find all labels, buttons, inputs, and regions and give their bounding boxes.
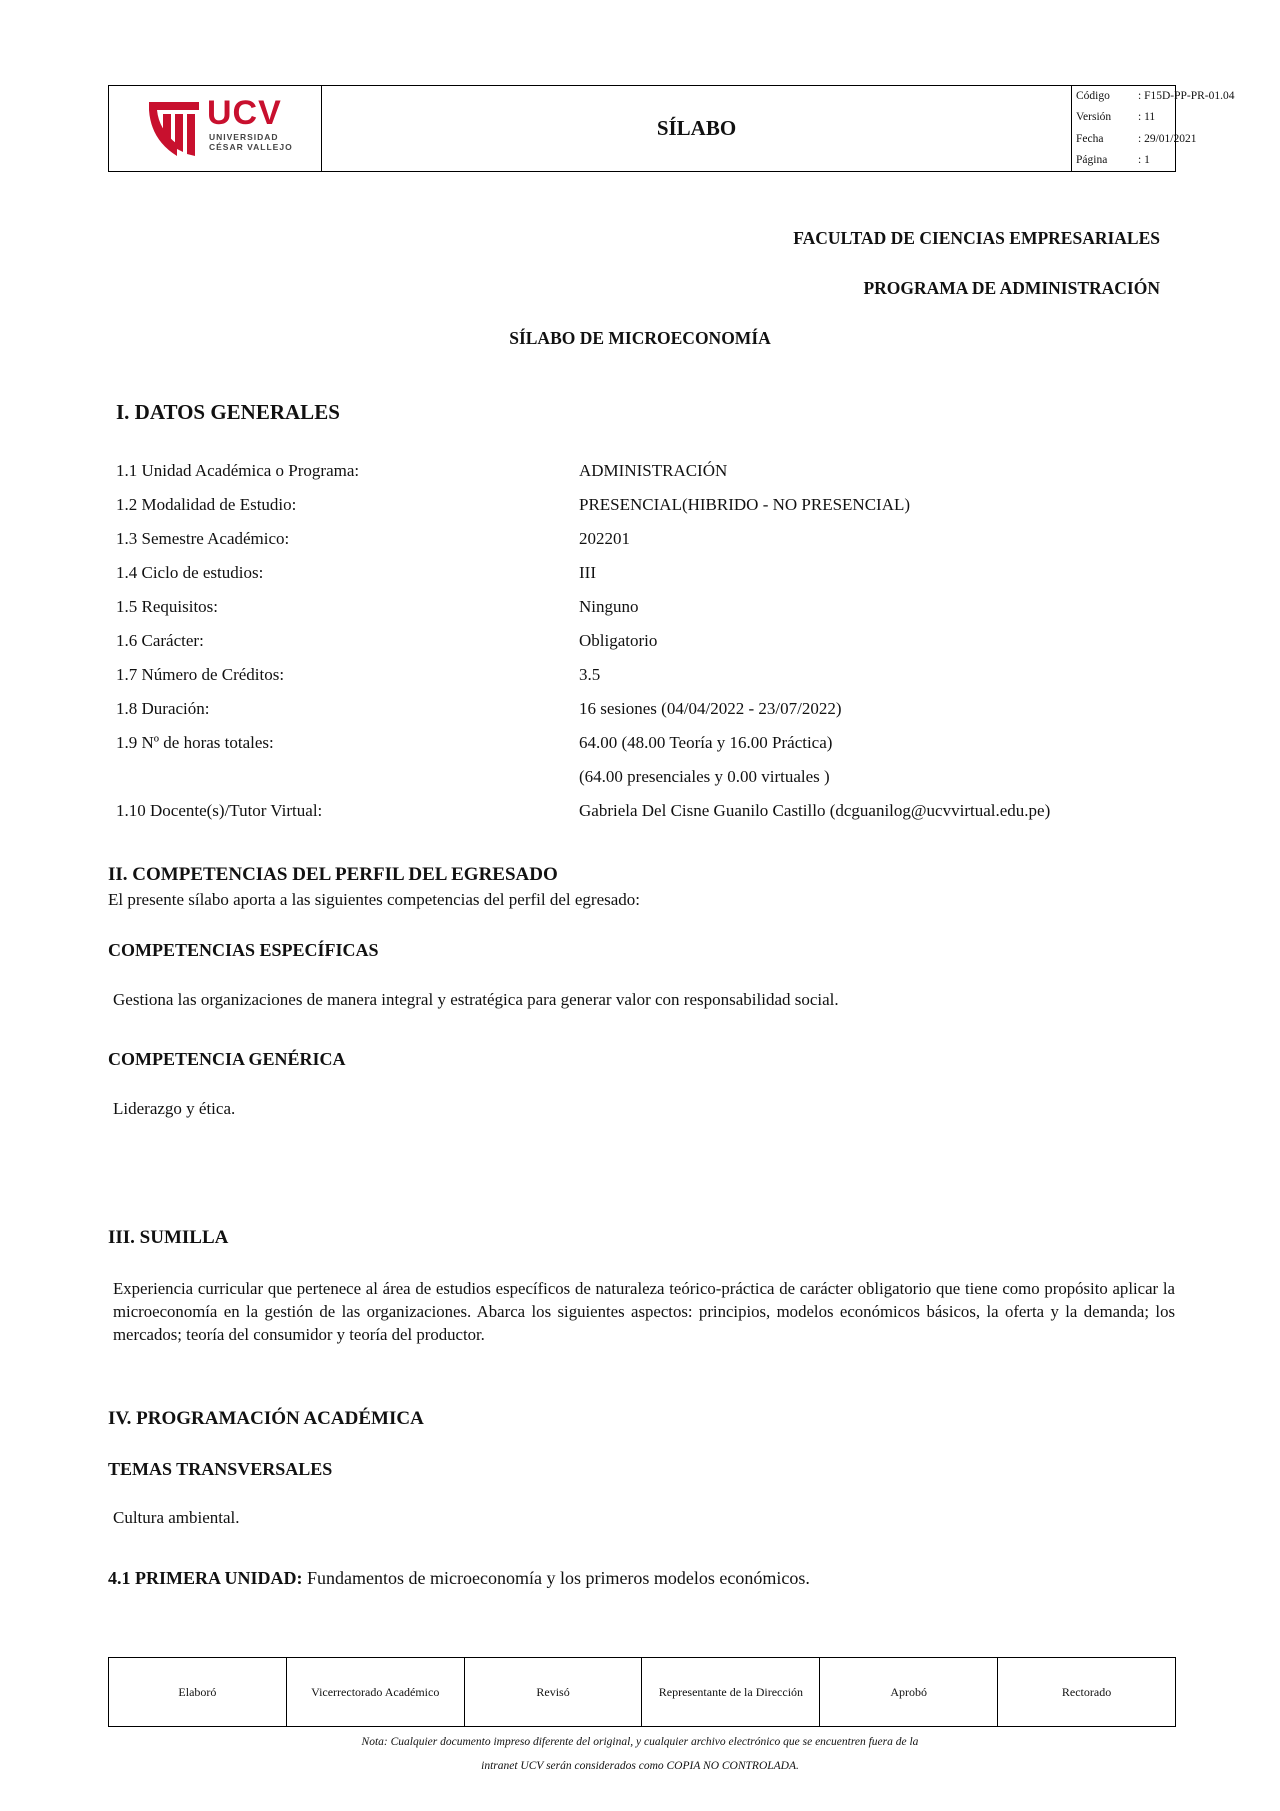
section-heading: II. COMPETENCIAS DEL PERFIL DEL EGRESADO bbox=[108, 864, 558, 885]
general-data-row: 1.7 Número de Créditos: 3.5 bbox=[116, 665, 601, 684]
logo-subtitle: UNIVERSIDAD CÉSAR VALLEJO bbox=[209, 132, 293, 152]
generic-competency: Liderazgo y ética. bbox=[113, 1099, 236, 1118]
logo-cell bbox=[109, 86, 322, 171]
footer-note: intranet UCV serán considerados como COPIA NO CONTROLADA. bbox=[481, 1760, 799, 1772]
signature-cell: Vicerrectorado Académico bbox=[287, 1658, 465, 1726]
signature-cell: Elaboró bbox=[109, 1658, 287, 1726]
general-data-row: 1.6 Carácter: Obligatorio bbox=[116, 631, 658, 650]
header-title: SÍLABO bbox=[322, 86, 1072, 171]
document-meta bbox=[1072, 86, 1235, 171]
footer-note: Nota: Cualquier documento impreso diferente del original, y cualquier archivo electrónico que se encuentren fuera de la bbox=[361, 1736, 919, 1748]
general-data-row: 1.3 Semestre Académico: 202201 bbox=[116, 529, 630, 548]
ucv-logo-icon bbox=[147, 100, 201, 158]
document-header bbox=[108, 85, 1235, 172]
general-data-row: 1.4 Ciclo de estudios: III bbox=[116, 563, 596, 582]
meta-row: Fecha : 29/01/2021 bbox=[1076, 133, 1197, 145]
signature-cell: Rectorado bbox=[1061, 1684, 1112, 1699]
section-heading: IV. PROGRAMACIÓN ACADÉMICA bbox=[108, 1408, 424, 1429]
unit-line: 4.1 PRIMERA UNIDAD: Fundamentos de microeconomía y los primeros modelos económicos. bbox=[108, 1568, 810, 1588]
signature-cell: Aprobó bbox=[820, 1658, 998, 1726]
general-data-row: 1.9 Nº de horas totales: 64.00 (48.00 Teoría y 16.00 Práctica) bbox=[116, 733, 833, 752]
general-data-row: 1.8 Duración: 16 sesiones (04/04/2022 - 23/07/2022) bbox=[116, 699, 842, 718]
meta-row: Versión : 11 bbox=[1076, 111, 1156, 123]
meta-row: Página : 1 bbox=[1076, 154, 1150, 166]
sumilla-text: Experiencia curricular que pertenece al área de estudios específicos de naturaleza teórico-práctica de carácter obligatorio que tiene como propósito aplicar la microeconomía en la gestión de las organizaciones. Abarca los siguientes aspectos: principios, modelos económicos básicos, la oferta y la demanda; los mercados; teoría del consumidor y teoría del productor. bbox=[113, 1279, 1175, 1344]
transversal-text: Cultura ambiental. bbox=[113, 1508, 240, 1527]
specific-competency: Gestiona las organizaciones de manera integral y estratégica para generar valor con responsabilidad social. bbox=[113, 990, 839, 1009]
logo-text: UCV bbox=[207, 94, 282, 132]
signature-cell: Representante de la Dirección bbox=[642, 1658, 820, 1726]
faculty-title: FACULTAD DE CIENCIAS EMPRESARIALES bbox=[793, 228, 1160, 248]
program-title: PROGRAMA DE ADMINISTRACIÓN bbox=[863, 278, 1160, 298]
signature-table bbox=[108, 1657, 1176, 1727]
meta-row: Código : F15D-PP-PR-01.04 bbox=[1076, 90, 1235, 102]
subsection-heading: TEMAS TRANSVERSALES bbox=[108, 1459, 333, 1479]
signature-cell: Revisó bbox=[465, 1658, 643, 1726]
subsection-heading: COMPETENCIAS ESPECÍFICAS bbox=[108, 940, 379, 960]
section-heading: III. SUMILLA bbox=[108, 1227, 229, 1248]
subsection-heading: COMPETENCIA GENÉRICA bbox=[108, 1049, 346, 1069]
general-data-row: 1.5 Requisitos: Ninguno bbox=[116, 597, 639, 616]
general-data-row: 1.2 Modalidad de Estudio: PRESENCIAL(HIBRIDO - NO PRESENCIAL) bbox=[116, 495, 911, 514]
section-heading: I. DATOS GENERALES bbox=[116, 400, 340, 424]
competencies-intro: El presente sílabo aporta a las siguientes competencias del perfil del egresado: bbox=[108, 890, 640, 909]
general-data-row: 1.1 Unidad Académica o Programa: ADMINISTRACIÓN bbox=[116, 461, 728, 480]
general-data-row: (64.00 presenciales y 0.00 virtuales ) bbox=[579, 767, 830, 786]
general-data-row: 1.10 Docente(s)/Tutor Virtual: Gabriela Del Cisne Guanilo Castillo (dcguanilog@ucvvirtual.edu.pe) bbox=[116, 801, 1051, 820]
syllabus-title: SÍLABO DE MICROECONOMÍA bbox=[509, 328, 771, 348]
